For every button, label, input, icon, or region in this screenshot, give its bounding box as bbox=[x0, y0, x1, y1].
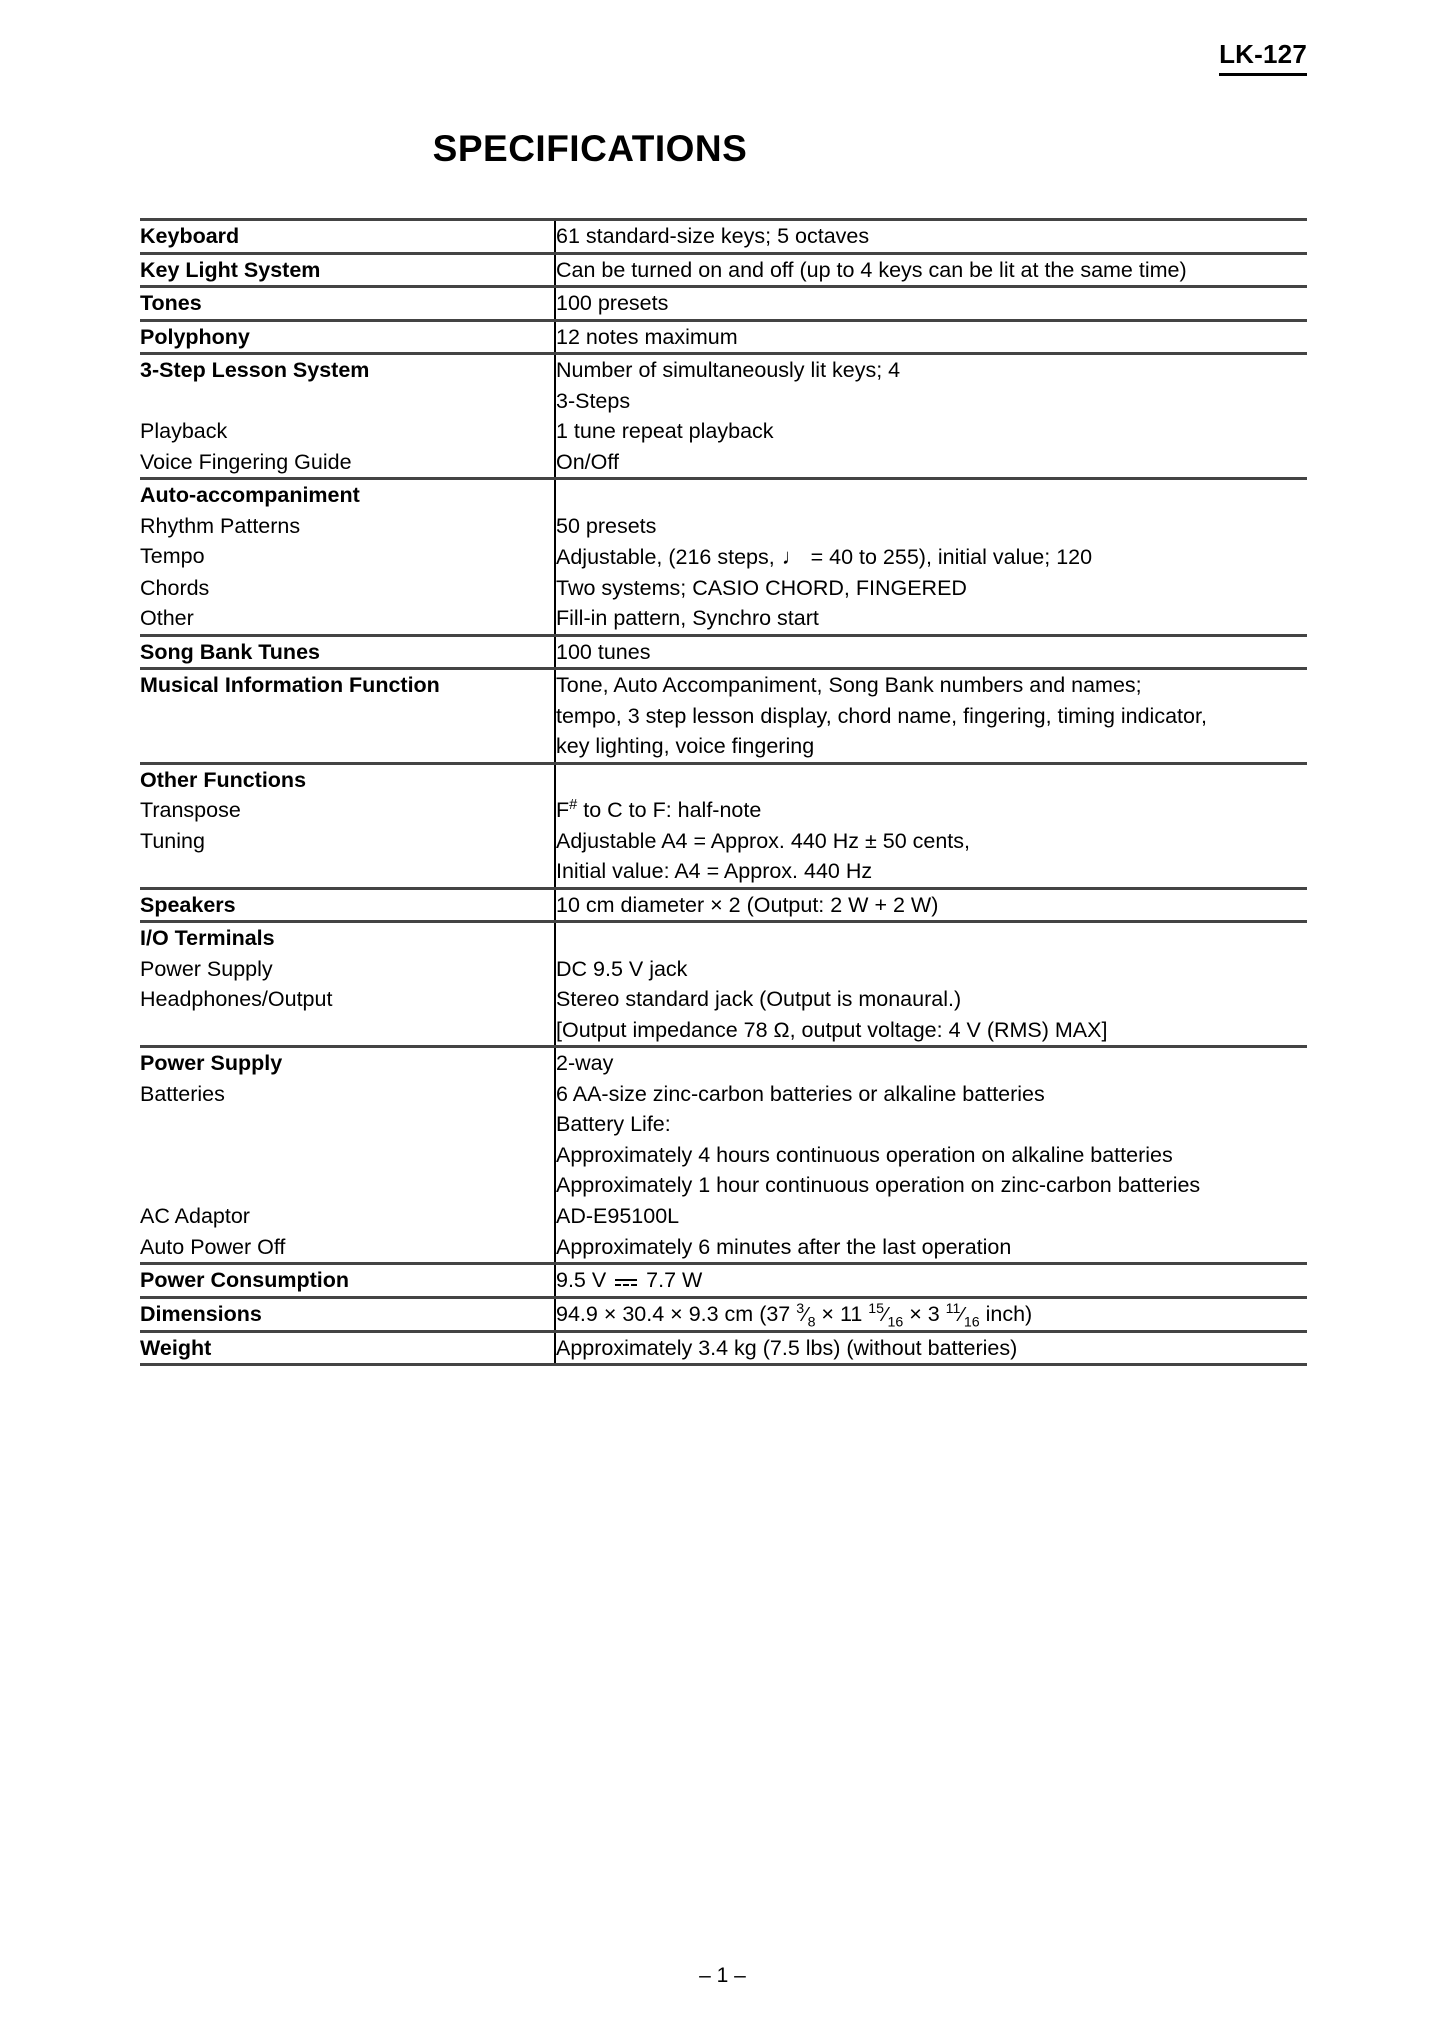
spec-value bbox=[555, 447, 1307, 479]
spec-value bbox=[555, 511, 1307, 542]
spec-value-line: 100 presets bbox=[556, 291, 669, 316]
spec-value-line: 12 notes maximum bbox=[556, 324, 738, 349]
spec-value-line: 1 tune repeat playback bbox=[556, 419, 774, 444]
spec-label: I/O Terminals bbox=[140, 922, 555, 954]
spec-value-line: Tone, Auto Accompaniment, Song Bank numbers and names; bbox=[556, 673, 1142, 698]
spec-value-line: Battery Life: bbox=[556, 1112, 671, 1137]
table-row bbox=[140, 479, 1307, 511]
spec-label: Auto Power Off bbox=[140, 1234, 286, 1259]
spec-value-line: Approximately 6 minutes after the last operation bbox=[556, 1234, 1012, 1259]
spec-value: 9.5 V 7.7 W bbox=[555, 1264, 1307, 1298]
spec-value bbox=[555, 888, 1307, 922]
table-row bbox=[140, 1201, 1307, 1232]
spec-value bbox=[555, 320, 1307, 354]
spec-label: Playback bbox=[140, 419, 228, 444]
table-row bbox=[140, 220, 1307, 254]
page-footer bbox=[0, 1964, 1445, 1988]
spec-value-line: Initial value: A4 = Approx. 440 Hz bbox=[556, 859, 873, 884]
spec-value bbox=[555, 1079, 1307, 1201]
table-row bbox=[140, 603, 1307, 635]
spec-label: Transpose bbox=[140, 798, 241, 823]
table-row bbox=[140, 1079, 1307, 1201]
spec-value bbox=[555, 826, 1307, 889]
spec-label: Power Supply bbox=[140, 956, 273, 981]
spec-value-line: Fill-in pattern, Synchro start bbox=[556, 606, 819, 631]
spec-label: Tempo bbox=[140, 544, 205, 569]
spec-value-line: 100 tunes bbox=[556, 639, 651, 664]
model-name: LK-127 bbox=[1219, 40, 1307, 76]
table-row bbox=[140, 416, 1307, 447]
spec-label: 3-Step Lesson System bbox=[140, 354, 555, 417]
spec-value bbox=[555, 1232, 1307, 1264]
spec-label: Polyphony bbox=[140, 320, 555, 354]
spec-label: AC Adaptor bbox=[140, 1203, 250, 1228]
spec-value-line: 3-Steps bbox=[556, 388, 631, 413]
spec-label: Other bbox=[140, 606, 194, 631]
spec-value-line: Approximately 1 hour continuous operation on zinc-carbon batteries bbox=[556, 1173, 1201, 1198]
spec-label: Keyboard bbox=[140, 220, 555, 254]
table-row bbox=[140, 573, 1307, 604]
spec-value-line: 2-way bbox=[556, 1051, 614, 1076]
spec-label: Song Bank Tunes bbox=[140, 635, 555, 669]
spec-value-line: tempo, 3 step lesson display, chord name, fingering, timing indicator, bbox=[556, 703, 1207, 728]
spec-value-line: Adjustable A4 = Approx. 440 Hz ± 50 cents, bbox=[556, 828, 970, 853]
table-row bbox=[140, 541, 1307, 573]
spec-value: F# to C to F: half-note bbox=[555, 795, 1307, 826]
table-row bbox=[140, 1047, 1307, 1079]
spec-value-line: DC 9.5 V jack bbox=[556, 956, 688, 981]
spec-label: Weight bbox=[140, 1331, 555, 1365]
spec-value-line: Stereo standard jack (Output is monaural.) bbox=[556, 987, 962, 1012]
spec-value-line: AD-E95100L bbox=[556, 1203, 680, 1228]
spec-value bbox=[555, 635, 1307, 669]
spec-value bbox=[555, 287, 1307, 321]
spec-label: Rhythm Patterns bbox=[140, 513, 301, 538]
table-row bbox=[140, 888, 1307, 922]
spec-label: Voice Fingering Guide bbox=[140, 449, 352, 474]
table-row bbox=[140, 447, 1307, 479]
spec-value bbox=[555, 763, 1307, 795]
spec-value bbox=[555, 1331, 1307, 1365]
spec-value bbox=[555, 220, 1307, 254]
table-row bbox=[140, 922, 1307, 954]
table-row bbox=[140, 1297, 1307, 1331]
spec-label: Dimensions bbox=[140, 1297, 555, 1331]
spec-value-line: [Output impedance 78 Ω, output voltage: 4 V (RMS) MAX] bbox=[556, 1017, 1108, 1042]
spec-value bbox=[555, 603, 1307, 635]
table-row bbox=[140, 669, 1307, 764]
spec-label: Batteries bbox=[140, 1081, 225, 1106]
table-row bbox=[140, 1264, 1307, 1298]
page-number: – 1 – bbox=[699, 1964, 746, 1987]
spec-label: Tones bbox=[140, 287, 555, 321]
table-row bbox=[140, 253, 1307, 287]
spec-value-line: 61 standard-size keys; 5 octaves bbox=[556, 224, 870, 248]
page-title: SPECIFICATIONS bbox=[432, 128, 748, 169]
spec-label: Auto-accompaniment bbox=[140, 479, 555, 511]
table-row bbox=[140, 635, 1307, 669]
specifications-table-wrapper bbox=[140, 218, 1307, 1366]
spec-value bbox=[555, 669, 1307, 764]
table-row bbox=[140, 795, 1307, 826]
document-header bbox=[1219, 40, 1307, 76]
spec-value-line: On/Off bbox=[556, 449, 619, 474]
spec-value bbox=[555, 984, 1307, 1047]
spec-label: Tuning bbox=[140, 828, 205, 853]
table-row bbox=[140, 511, 1307, 542]
table-row bbox=[140, 954, 1307, 985]
spec-value bbox=[555, 416, 1307, 447]
spec-value bbox=[555, 479, 1307, 511]
spec-value-line: Can be turned on and off (up to 4 keys can be lit at the same time) bbox=[556, 257, 1187, 282]
spec-label: Other Functions bbox=[140, 763, 555, 795]
table-row bbox=[140, 984, 1307, 1047]
spec-label: Power Supply bbox=[140, 1047, 555, 1079]
spec-label: Headphones/Output bbox=[140, 987, 333, 1012]
spec-value bbox=[555, 1201, 1307, 1232]
spec-value-line: Two systems; CASIO CHORD, FINGERED bbox=[556, 575, 967, 600]
table-row bbox=[140, 1331, 1307, 1365]
spec-value bbox=[555, 253, 1307, 287]
spec-value-line: Approximately 4 hours continuous operation on alkaline batteries bbox=[556, 1142, 1173, 1167]
spec-value-line: Approximately 3.4 kg (7.5 lbs) (without batteries) bbox=[556, 1335, 1018, 1360]
spec-value-line: 10 cm diameter × 2 (Output: 2 W + 2 W) bbox=[556, 892, 939, 917]
spec-label: Chords bbox=[140, 575, 210, 600]
spec-label: Musical Information Function bbox=[140, 669, 555, 764]
spec-value bbox=[555, 573, 1307, 604]
spec-label: Speakers bbox=[140, 888, 555, 922]
dc-current-icon bbox=[615, 1271, 637, 1291]
spec-value bbox=[555, 1047, 1307, 1079]
table-row bbox=[140, 354, 1307, 417]
spec-value-line: key lighting, voice fingering bbox=[556, 734, 815, 759]
specifications-table bbox=[140, 218, 1307, 1366]
spec-value: Adjustable, (216 steps, ♩ = 40 to 255), initial value; 120 bbox=[555, 541, 1307, 573]
table-row bbox=[140, 320, 1307, 354]
table-row bbox=[140, 763, 1307, 795]
table-row bbox=[140, 287, 1307, 321]
spec-value bbox=[555, 922, 1307, 954]
spec-value bbox=[555, 954, 1307, 985]
specifications-table-body bbox=[140, 220, 1307, 1365]
spec-label: Key Light System bbox=[140, 253, 555, 287]
table-row bbox=[140, 1232, 1307, 1264]
spec-value: 94.9 × 30.4 × 9.3 cm (37 $^3⁄_8 \times 11$ $^{15}⁄_{16} \times 3$ $^{11}⁄_{16}$ inch) bbox=[555, 1297, 1307, 1331]
spec-value bbox=[555, 354, 1307, 417]
quarter-note-icon: ♩ bbox=[781, 544, 804, 570]
table-row bbox=[140, 826, 1307, 889]
spec-value-line: 50 presets bbox=[556, 513, 657, 538]
spec-value-line: Number of simultaneously lit keys; 4 bbox=[556, 358, 901, 383]
spec-value-line: 6 AA-size zinc-carbon batteries or alkaline batteries bbox=[556, 1081, 1045, 1106]
spec-label: Power Consumption bbox=[140, 1264, 555, 1298]
